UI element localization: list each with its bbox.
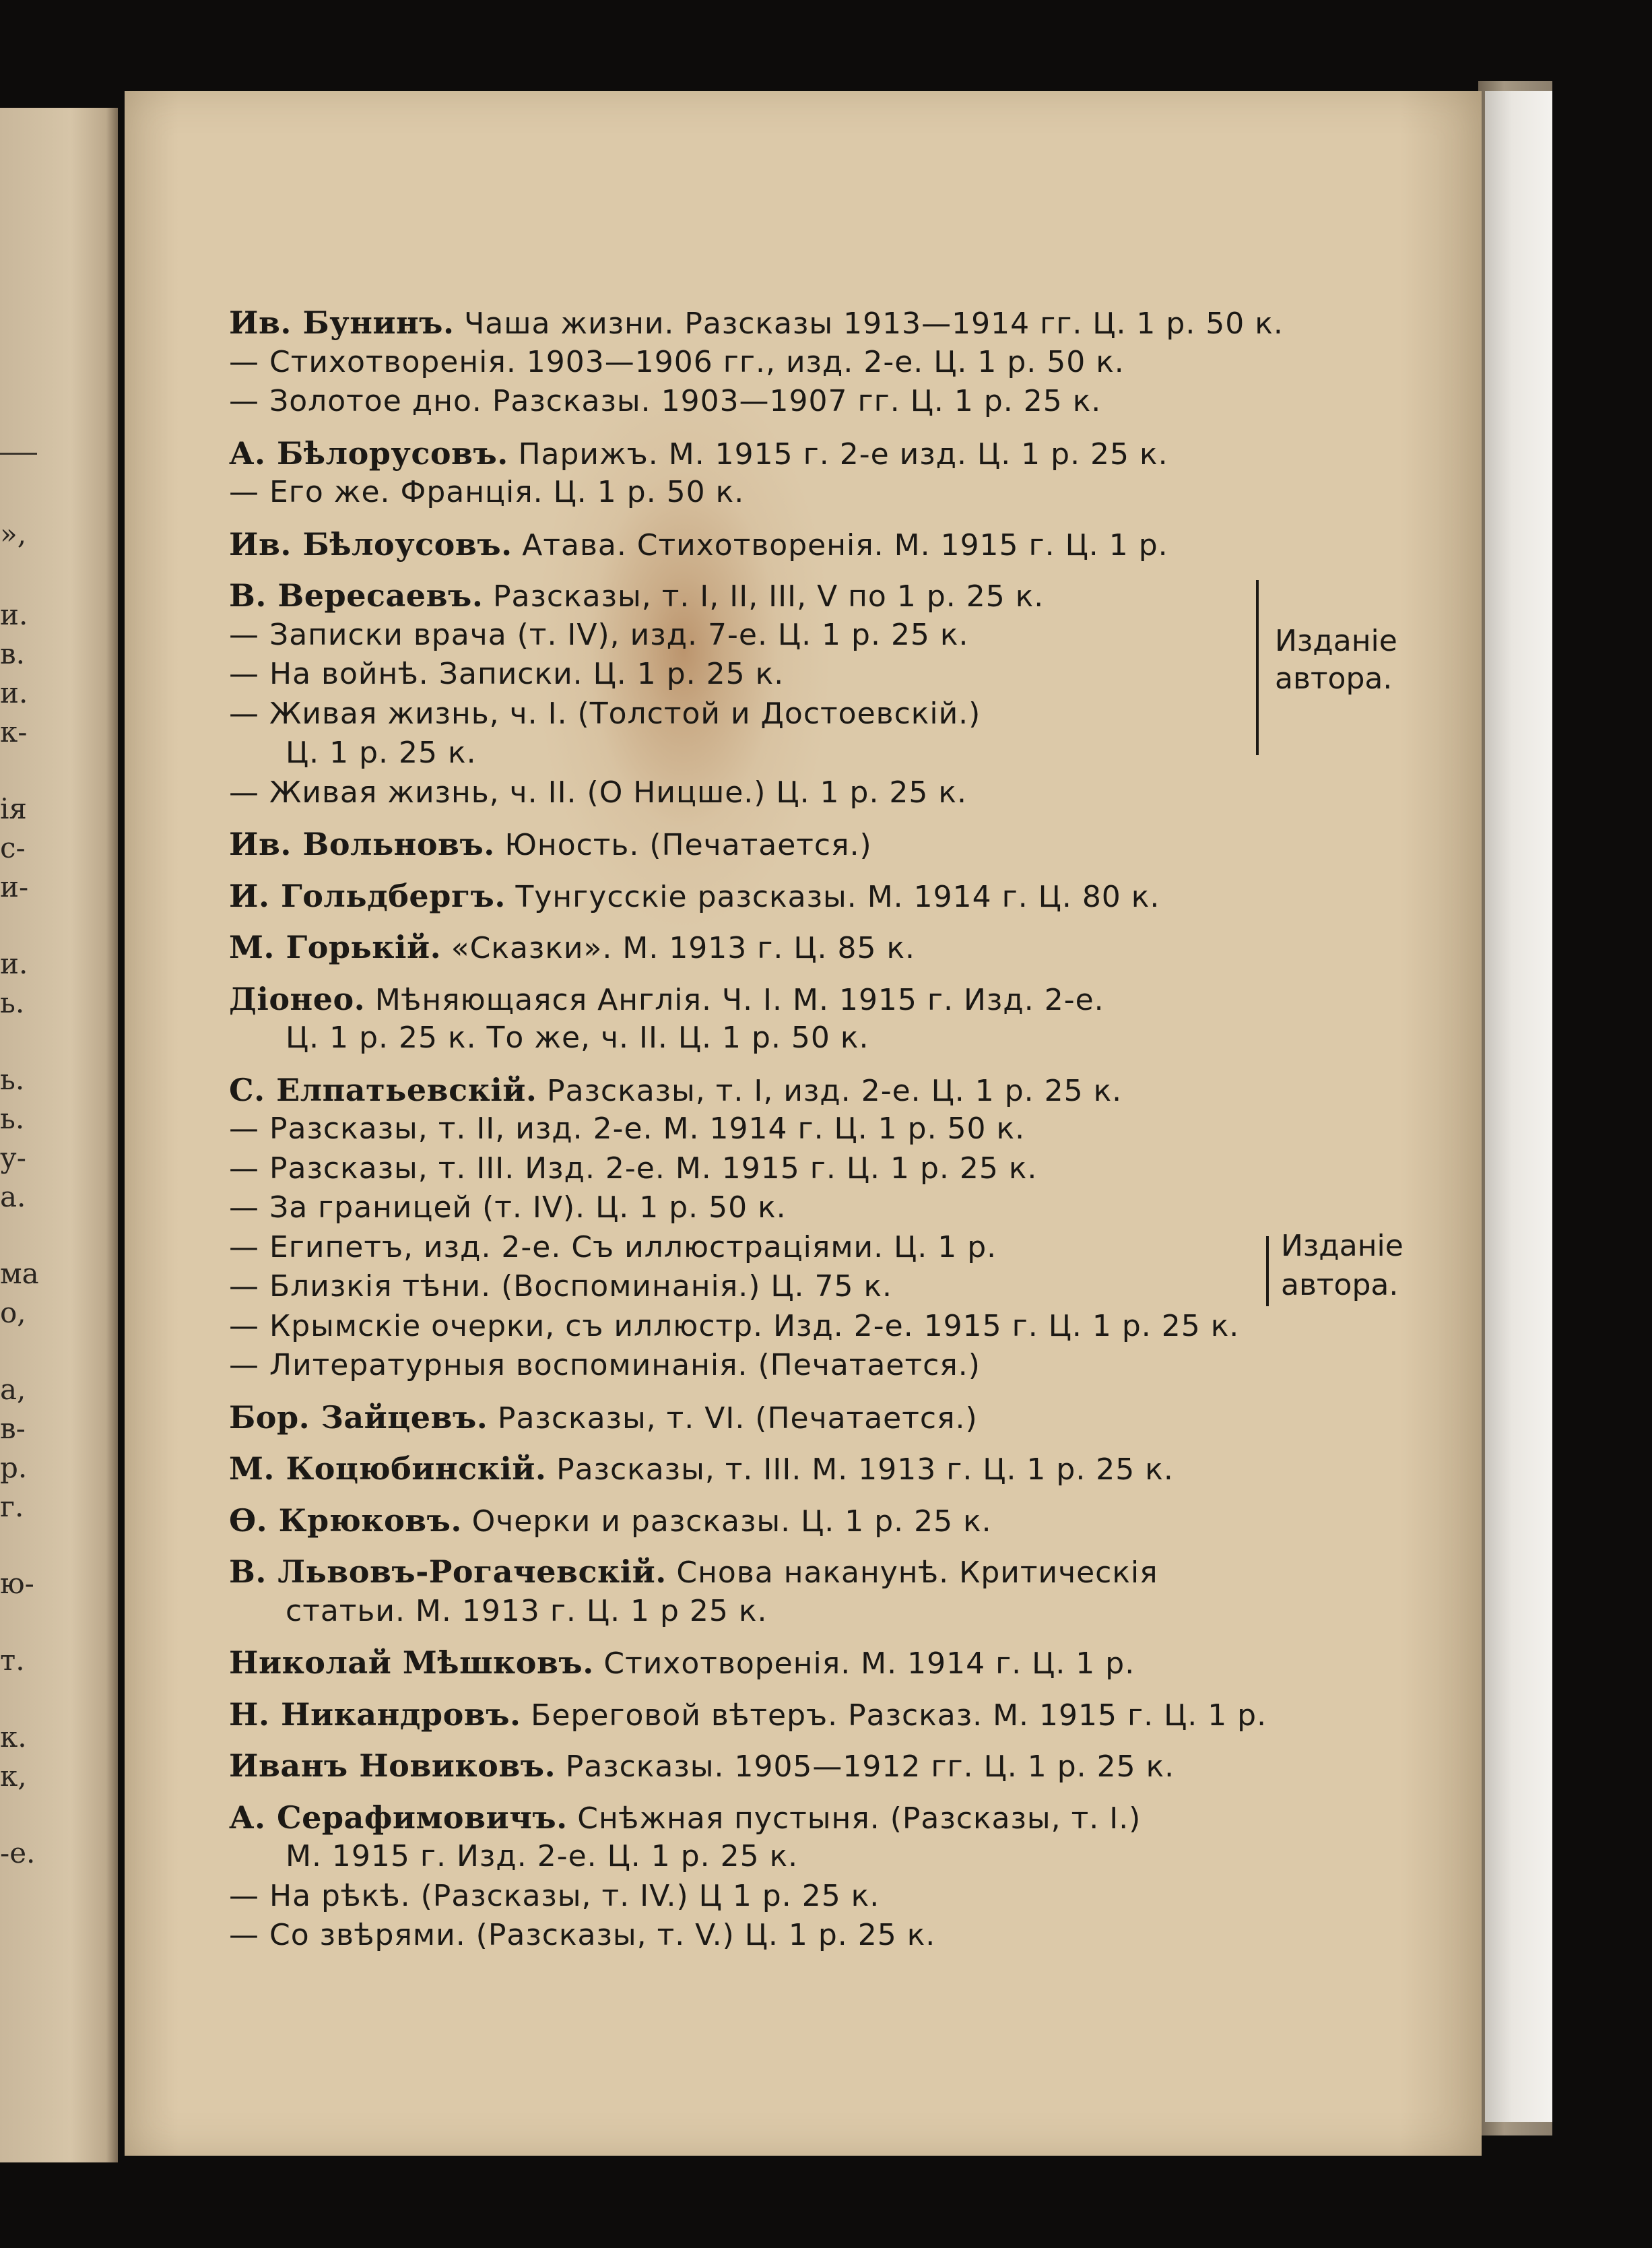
previous-page-rule <box>0 453 37 455</box>
entry-line: Стихотворенія. М. 1914 г. Ц. 1 р. <box>603 1646 1135 1681</box>
author-name: Ѳ. Крюковъ. <box>229 1502 462 1539</box>
author-name: В. Львовъ-Рогачевскій. <box>229 1553 667 1590</box>
next-page-edge <box>1485 91 1552 2122</box>
entry-line: — На рѣкѣ. (Разсказы, т. IV.) Ц 1 р. 25 к. <box>229 1878 880 1913</box>
fragment: а. <box>0 1180 26 1213</box>
catalog-entry <box>229 525 1428 565</box>
catalog-entry <box>229 1070 1428 1386</box>
catalog-entry <box>229 1643 1428 1683</box>
author-name: Бор. Зайцевъ. <box>229 1399 488 1436</box>
entry-line: Разсказы, т. III. М. 1913 г. Ц. 1 р. 25 к. <box>556 1452 1174 1487</box>
author-name: А. Бѣлорусовъ. <box>229 435 508 472</box>
note-line: Изданіе <box>1275 624 1397 658</box>
note-line: автора. <box>1275 662 1393 696</box>
catalog-entry <box>229 1501 1428 1541</box>
entry-line: Чаша жизни. Разсказы 1913—1914 гг. Ц. 1 р. 50 к. <box>464 307 1284 341</box>
entry-line: — Его же. Франція. Ц. 1 р. 50 к. <box>229 475 745 509</box>
entry-line: — Живая жизнь, ч. II. (О Ницше.) Ц. 1 р. 25 к. <box>229 775 967 810</box>
fragment: ь. <box>0 986 25 1019</box>
entry-line: — Близкія тѣни. (Воспоминанія.) Ц. 75 к. <box>229 1269 893 1304</box>
catalog-entry <box>229 876 1428 916</box>
fragment: ма <box>0 1257 39 1290</box>
entry-line: Парижъ. М. 1915 г. 2-е изд. Ц. 1 р. 25 к. <box>518 437 1168 472</box>
entry-line: Разсказы, т. I, изд. 2-е. Ц. 1 р. 25 к. <box>547 1073 1123 1108</box>
catalog-entry <box>229 980 1428 1058</box>
author-name: Ив. Бѣлоусовъ. <box>229 525 513 563</box>
fragment: о, <box>0 1296 26 1329</box>
note-line: автора. <box>1281 1267 1399 1302</box>
fragment: ю- <box>0 1567 34 1600</box>
author-name: Ив. Бунинъ. <box>229 304 455 341</box>
fragment: -е. <box>0 1836 36 1869</box>
fragment: к. <box>0 1721 27 1754</box>
fragment: ія <box>0 792 27 825</box>
author-name: В. Вересаевъ. <box>229 577 484 614</box>
author-name: Діонео. <box>229 980 366 1017</box>
entry-line: — Разсказы, т. II, изд. 2-е. М. 1914 г. Ц. 1 р. 50 к. <box>229 1112 1026 1146</box>
author-name: Ив. Вольновъ. <box>229 826 495 862</box>
entry-line: — Египетъ, изд. 2-е. Съ иллюстраціями. Ц. 1 р. <box>229 1229 997 1264</box>
fragment: т. <box>0 1644 25 1677</box>
catalog-entry <box>229 576 1428 812</box>
entry-line: — Золотое дно. Разсказы. 1903—1907 гг. Ц. 1 р. 25 к. <box>229 384 1102 418</box>
entry-line: М. 1915 г. Изд. 2-е. Ц. 1 р. 25 к. <box>286 1839 799 1873</box>
fragment: и- <box>0 870 29 903</box>
entry-line: Юность. (Печатается.) <box>504 828 872 862</box>
fragment: », <box>0 517 27 550</box>
catalog-entry <box>229 1695 1428 1735</box>
entry-line: — Разсказы, т. III. Изд. 2-е. М. 1915 г. Ц. 1 р. 25 к. <box>229 1151 1038 1186</box>
entry-line: Разсказы, т. VI. (Печатается.) <box>497 1401 978 1436</box>
entry-line: Очерки и разсказы. Ц. 1 р. 25 к. <box>471 1504 992 1539</box>
brace-line <box>1266 1236 1269 1306</box>
catalog-entry <box>229 434 1428 513</box>
catalog-entry <box>229 1398 1428 1438</box>
brace-line <box>1256 580 1259 755</box>
note-line: Изданіе <box>1281 1228 1403 1263</box>
entry-line: Тунгусскіе разсказы. М. 1914 г. Ц. 80 к. <box>515 879 1160 914</box>
entry-line: — Крымскіе очерки, съ иллюстр. Изд. 2-е. 1915 г. Ц. 1 р. 25 к. <box>229 1308 1240 1343</box>
fragment: ь. <box>0 1102 25 1135</box>
publisher-note <box>1266 1228 1428 1312</box>
catalog-entry <box>229 303 1428 422</box>
entry-line: Ц. 1 р. 25 к. <box>286 736 477 770</box>
entry-line: — На войнѣ. Записки. Ц. 1 р. 25 к. <box>229 657 785 691</box>
entry-line: Снова наканунѣ. Критическія <box>676 1555 1158 1590</box>
fragment: в- <box>0 1412 26 1445</box>
catalog-entry <box>229 1449 1428 1489</box>
author-name: А. Серафимовичъ. <box>229 1799 568 1836</box>
publisher-note <box>1256 580 1424 762</box>
entry-line: Снѣжная пустыня. (Разсказы, т. I.) <box>577 1801 1142 1836</box>
entry-line: — Записки врача (т. IV), изд. 7-е. Ц. 1 р. 25 к. <box>229 617 969 652</box>
fragment: и. <box>0 598 28 631</box>
fragment: г. <box>0 1490 24 1523</box>
author-name: Н. Никандровъ. <box>229 1696 521 1733</box>
entry-line: статьи. М. 1913 г. Ц. 1 р 25 к. <box>286 1593 768 1628</box>
catalog-list <box>229 303 1428 1968</box>
catalog-entry <box>229 1552 1428 1631</box>
entry-line: Береговой вѣтеръ. Разсказ. М. 1915 г. Ц. 1 р. <box>531 1698 1267 1733</box>
entry-line: Мѣняющаяся Англія. Ч. I. М. 1915 г. Изд. 2-е. <box>374 982 1104 1017</box>
entry-line: Разсказы. 1905—1912 гг. Ц. 1 р. 25 к. <box>565 1749 1175 1784</box>
fragment: с- <box>0 831 26 864</box>
fragment: и. <box>0 676 28 709</box>
entry-line: — Живая жизнь, ч. I. (Толстой и Достоевскій.) <box>229 696 981 731</box>
catalog-entry <box>229 1746 1428 1786</box>
fragment: к, <box>0 1760 27 1793</box>
catalog-entry <box>229 928 1428 967</box>
author-name: М. Коцюбинскій. <box>229 1450 547 1487</box>
fragment: и. <box>0 947 28 980</box>
author-name: Николай Мѣшковъ. <box>229 1644 594 1681</box>
entry-line: — Со звѣрями. (Разсказы, т. V.) Ц. 1 р. 25 к. <box>229 1918 936 1952</box>
fragment: к- <box>0 715 28 748</box>
author-name: М. Горькій. <box>229 929 442 965</box>
entry-line: Атава. Стихотворенія. М. 1915 г. Ц. 1 р. <box>522 527 1168 563</box>
entry-line: — Стихотворенія. 1903—1906 гг., изд. 2-е. Ц. 1 р. 50 к. <box>229 344 1125 379</box>
fragment: ь. <box>0 1063 25 1096</box>
book-page <box>125 91 1482 2156</box>
entry-line: — Литературныя воспоминанія. (Печатается.) <box>229 1348 981 1382</box>
fragment: а, <box>0 1373 26 1406</box>
catalog-entry <box>229 1798 1428 1956</box>
entry-line: Разсказы, т. I, II, III, V по 1 р. 25 к. <box>492 579 1045 614</box>
fragment: у- <box>0 1141 26 1174</box>
fragment: в. <box>0 637 25 670</box>
author-name: И. Гольдбергъ. <box>229 877 506 914</box>
fragment: р. <box>0 1451 28 1484</box>
catalog-entry <box>229 825 1428 864</box>
author-name: Иванъ Новиковъ. <box>229 1747 556 1784</box>
entry-line: Ц. 1 р. 25 к. То же, ч. II. Ц. 1 р. 50 к. <box>286 1021 869 1055</box>
entry-line: — За границей (т. IV). Ц. 1 р. 50 к. <box>229 1190 787 1225</box>
author-name: С. Елпатьевскій. <box>229 1071 537 1108</box>
entry-line: «Сказки». М. 1913 г. Ц. 85 к. <box>451 931 916 965</box>
